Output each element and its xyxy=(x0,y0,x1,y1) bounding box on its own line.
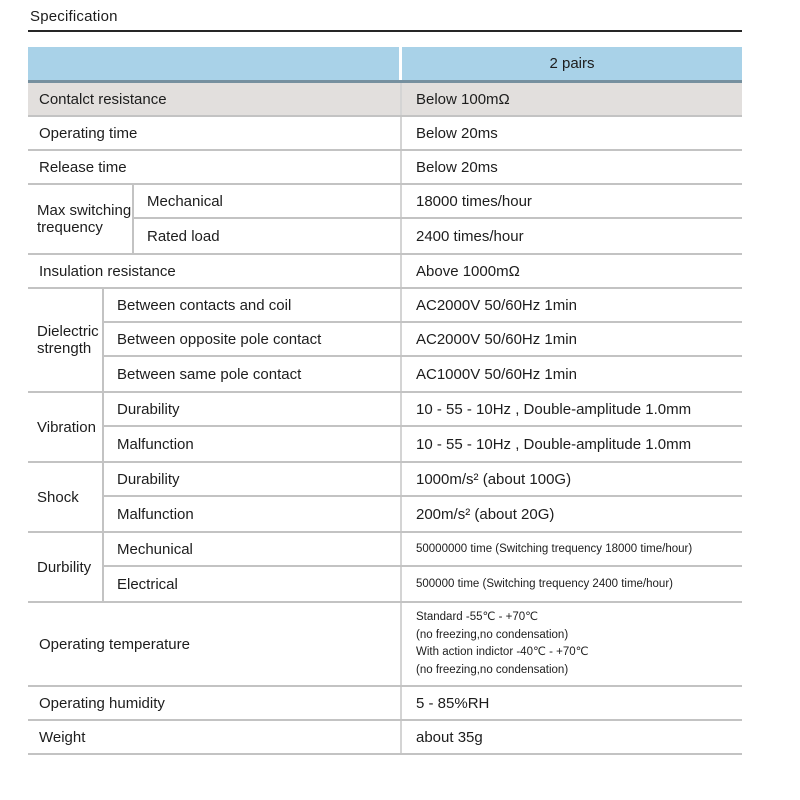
header-empty-cell xyxy=(28,47,402,80)
spec-sublabel: Durability xyxy=(104,463,402,495)
spec-value: Above 1000mΩ xyxy=(416,262,520,280)
specification-table xyxy=(28,47,742,755)
spec-value: 1000m/s² (about 100G) xyxy=(416,470,572,488)
spec-value: 500000 time (Switching trequency 2400 time/hour) xyxy=(416,578,673,590)
temperature-line: (no freezing,no condensation) xyxy=(416,663,569,676)
spec-sublabel: Electrical xyxy=(104,567,402,601)
row-operating-time xyxy=(28,117,742,151)
spec-label: Insulation resistance xyxy=(28,255,402,287)
row-group-shock xyxy=(28,463,742,533)
spec-sublabel: Malfunction xyxy=(104,497,402,531)
row-release-time xyxy=(28,151,742,185)
spec-sublabel: Mechanical xyxy=(134,185,402,217)
spec-value: AC2000V 50/60Hz 1min xyxy=(416,330,577,348)
sub-rows xyxy=(104,463,742,531)
spec-group-label: Durbility xyxy=(28,533,104,601)
sub-rows xyxy=(104,289,742,391)
sub-rows xyxy=(104,533,742,601)
spec-label: Operating time xyxy=(28,117,402,149)
spec-sublabel: Between contacts and coil xyxy=(104,289,402,321)
spec-value: AC2000V 50/60Hz 1min xyxy=(416,296,577,314)
spec-group-label: Dielectric strength xyxy=(28,289,104,391)
spec-label: Operating temperature xyxy=(28,603,402,685)
spec-label: Weight xyxy=(28,721,402,753)
row-group-dielectric-strength xyxy=(28,289,742,393)
spec-group-label: Max switching trequency xyxy=(28,185,134,253)
row-contact-resistance xyxy=(28,83,742,117)
row-operating-temperature xyxy=(28,603,742,687)
row-group-vibration xyxy=(28,393,742,463)
row-group-max-switching-frequency xyxy=(28,185,742,255)
spec-value: 18000 times/hour xyxy=(416,192,532,210)
spec-sublabel: Rated load xyxy=(134,219,402,253)
sub-row-durability-mechanical xyxy=(104,533,742,567)
sub-rows xyxy=(134,185,742,253)
spec-label: Release time xyxy=(28,151,402,183)
spec-value: 2400 times/hour xyxy=(416,227,524,245)
sub-row-rated-load xyxy=(134,219,742,253)
sub-row-shock-malfunction xyxy=(104,497,742,531)
sub-row-durability-electrical xyxy=(104,567,742,601)
section-title: Specification xyxy=(30,8,118,25)
row-operating-humidity xyxy=(28,687,742,721)
spec-sublabel: Mechunical xyxy=(104,533,402,565)
spec-label: Contalct resistance xyxy=(28,83,402,115)
sub-row-mechanical xyxy=(134,185,742,219)
temperature-line: With action indictor -40℃ - +70℃ xyxy=(416,646,589,658)
spec-value: about 35g xyxy=(416,728,483,746)
spec-value: Below 20ms xyxy=(416,158,498,176)
sub-row-vibration-durability xyxy=(104,393,742,427)
table-header-row xyxy=(28,47,742,83)
sub-row-contacts-coil xyxy=(104,289,742,323)
title-underline xyxy=(28,30,742,32)
spec-value: Below 100mΩ xyxy=(416,90,510,108)
spec-value: 50000000 time (Switching trequency 18000 time/hour) xyxy=(416,543,693,555)
spec-sublabel: Durability xyxy=(104,393,402,425)
row-insulation-resistance xyxy=(28,255,742,289)
spec-group-label: Vibration xyxy=(28,393,104,461)
sub-row-same-pole xyxy=(104,357,742,391)
spec-label: Operating humidity xyxy=(28,687,402,719)
spec-sublabel: Malfunction xyxy=(104,427,402,461)
spec-value: 10 - 55 - 10Hz , Double-amplitude 1.0mm xyxy=(416,400,692,418)
spec-sublabel: Between same pole contact xyxy=(104,357,402,391)
row-weight xyxy=(28,721,742,755)
sub-rows xyxy=(104,393,742,461)
header-pairs-cell: 2 pairs xyxy=(549,55,595,72)
spec-group-label: Shock xyxy=(28,463,104,531)
spec-value: Below 20ms xyxy=(416,124,498,142)
spec-value: 200m/s² (about 20G) xyxy=(416,505,555,523)
sub-row-vibration-malfunction xyxy=(104,427,742,461)
sub-row-opposite-pole xyxy=(104,323,742,357)
sub-row-shock-durability xyxy=(104,463,742,497)
spec-value: 10 - 55 - 10Hz , Double-amplitude 1.0mm xyxy=(416,435,692,453)
spec-value xyxy=(402,603,742,685)
temperature-line: Standard -55℃ - +70℃ xyxy=(416,611,539,623)
row-group-durability xyxy=(28,533,742,603)
spec-value: 5 - 85%RH xyxy=(416,694,490,712)
spec-sublabel: Between opposite pole contact xyxy=(104,323,402,355)
temperature-line: (no freezing,no condensation) xyxy=(416,628,569,641)
spec-value: AC1000V 50/60Hz 1min xyxy=(416,365,577,383)
